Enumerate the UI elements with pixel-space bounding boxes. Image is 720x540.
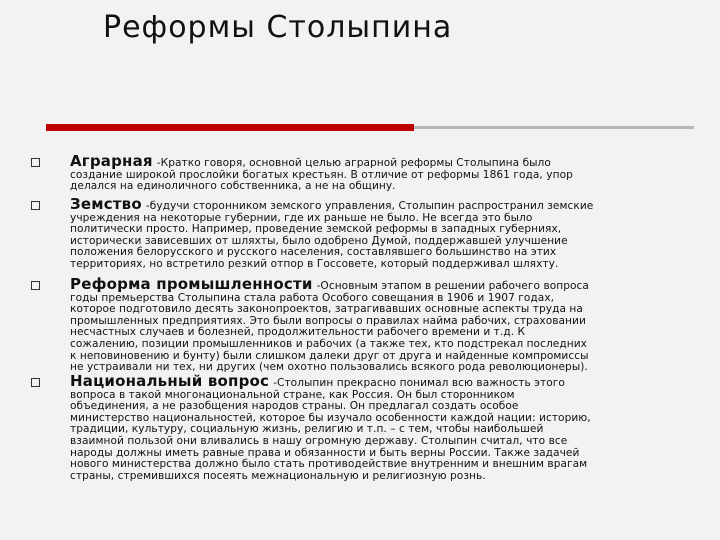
bullet-text: Аграрная -Кратко говоря, основной целью аграрной реформы Столыпина было создание широкой прослойки богатых крестьян. В отличие от реформы 1861 года, упор делался на единоличного собственника, а не на общину. [70,152,573,193]
bullet-text: Земство -будучи сторонником земского управления, Столыпин распространил земские учреждения на некоторые губернии, где их раньше не было. Не всегда это было политически просто. Например, проведение земской реформы в западных губерниях, исторически зависевших от шляхты, было одобрено Думой, поддержавшей улучшение положения белорусского и русского населения, составлявшего большинство на этих территориях, но встретило резкий отпор в Госсовете, который поддерживал шляхту. [70,195,594,270]
bullet-heading: Земство [70,195,142,213]
bullet-item-national [70,372,650,482]
bullet-text: Реформа промышленности -Основным этапом в решении рабочего вопроса годы премьерства Столыпина стала работа Особого совещания в 1906 и 1907 годах, которое подготовило десять законопроектов, затрагивавших основные аспекты труда на промышленных предприятиях. Это были вопросы о правилах найма рабочих, страховании несчастных случаев и болезней, продолжительности рабочего времени и т.д. К сожалению, позиции промышленников и рабочих (а также тех, кто подстрекал последних к неповиновению и бунту) были слишком далеки друг от друга и найденные компромиссы не устраивали ни тех, ни других (чем охотно пользовались всякого рода революционеры). [70,275,589,374]
bullet-heading: Национальный вопрос [70,372,270,390]
bullet-square-icon [31,158,40,167]
bullet-text: Национальный вопрос -Столыпин прекрасно понимал всю важность этого вопроса в такой многонациональной стране, как Россия. Он был сторонником объединения, а не разобщения народов страны. Он предлагал создать особое министерство национальностей, которое бы изучало особенности каждой нации: историю, традиции, культуру, социальную жизнь, религию и т.п. – с тем, чтобы наибольшей взаимной пользой они вливались в нашу огромную державу. Столыпин считал, что все народы должны иметь равные права и обязанности и быть верны России. Также задачей нового министерства должно было стать противодействие внутренним и внешним врагам страны, стремившихся посеять межнациональную и религиозную рознь. [70,372,591,482]
slide-title: Реформы Столыпина [103,10,453,45]
bullet-item-agrarian [70,152,650,193]
bullet-square-icon [31,201,40,210]
bullet-square-icon [31,281,40,290]
bullet-item-zemstvo [70,195,650,271]
title-divider-red [46,124,414,131]
bullet-square-icon [31,378,40,387]
bullet-heading: Аграрная [70,152,153,170]
bullet-item-industry [70,275,650,374]
bullet-heading: Реформа промышленности [70,275,313,293]
